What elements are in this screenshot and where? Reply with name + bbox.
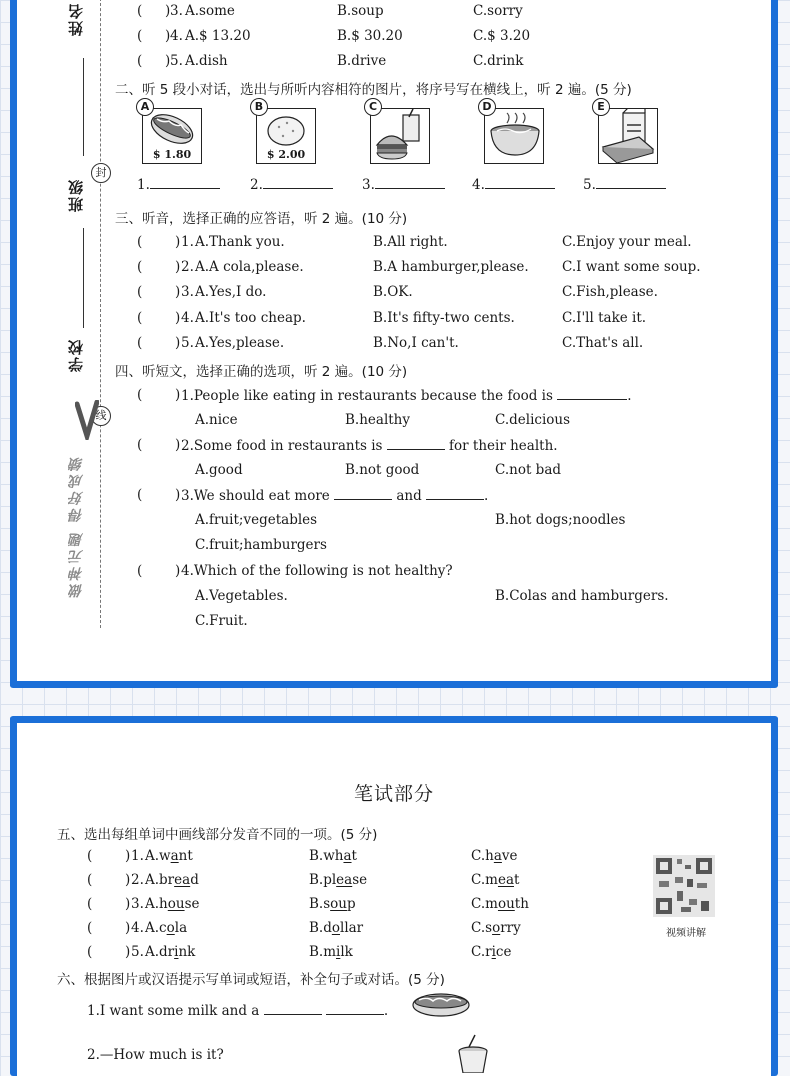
option-a: A.$ 13.20 — [185, 28, 251, 44]
section4-heading: 四、听短文，选择正确的选项，听 2 遍。(10 分) — [115, 364, 408, 380]
question-number: 2. — [181, 259, 194, 275]
option-a: A.fruit;vegetables — [195, 512, 318, 528]
fill-blank[interactable] — [426, 487, 484, 500]
option-c: C.not bad — [495, 462, 562, 478]
question-number: 1. — [181, 234, 194, 250]
answer-paren[interactable]: ( — [137, 259, 143, 275]
option-c: C.delicious — [495, 412, 571, 428]
question-number: 4. — [181, 563, 194, 579]
underlined-letters: a — [343, 848, 352, 864]
question-number: 3. — [181, 284, 194, 300]
question-number: 2. — [181, 438, 194, 454]
answer-paren-close: ) — [175, 335, 181, 351]
option-a: A.nice — [195, 412, 238, 428]
answer-paren-close: ) — [165, 3, 171, 19]
underlined-letters: ea — [174, 872, 191, 888]
underlined-letters: i — [336, 944, 341, 960]
option-b: B.OK. — [373, 284, 413, 300]
option-c: C.fruit;hamburgers — [195, 537, 327, 553]
option-b: B.Colas and hamburgers. — [495, 588, 669, 604]
question-text: I want some milk and a — [99, 1003, 264, 1019]
picture-price: $ 2.00 — [266, 148, 306, 161]
option-text: B.wh — [309, 848, 344, 864]
section3-heading: 三、听音，选择正确的应答语，听 2 遍。(10 分) — [115, 211, 408, 227]
option-text: th — [514, 896, 529, 912]
underlined-letters: ou — [497, 896, 515, 912]
answer-blank-3[interactable] — [362, 176, 445, 193]
option-b — [309, 848, 357, 864]
question-number: 3. — [131, 896, 144, 912]
qr-code-label: 视频讲解 — [666, 928, 706, 939]
question-item — [87, 1002, 388, 1019]
question-number: 5. — [170, 53, 183, 69]
answer-blank-1[interactable] — [137, 176, 220, 193]
option-text: ce — [495, 944, 512, 960]
option-text: A.dr — [145, 944, 175, 960]
answer-blank-4[interactable] — [472, 176, 555, 193]
answer-paren[interactable]: ( — [87, 872, 93, 888]
option-a: A.A cola,please. — [195, 259, 304, 275]
blank-number: 5. — [583, 177, 596, 193]
fill-blank[interactable] — [334, 487, 392, 500]
option-b: B.drive — [337, 53, 387, 69]
option-text: nk — [178, 944, 196, 960]
blank-number: 4. — [472, 177, 485, 193]
underlined-letters: i — [174, 944, 179, 960]
picture-a — [136, 98, 200, 164]
option-text: B.s — [309, 896, 331, 912]
answer-paren-close: ) — [175, 487, 181, 503]
answer-paren-close: ) — [175, 259, 181, 275]
option-c: C.Fruit. — [195, 613, 248, 629]
picture-b — [250, 98, 314, 164]
question-number: 2. — [131, 872, 144, 888]
school-label: 学校 — [67, 338, 85, 372]
option-c — [471, 920, 521, 936]
hot-dog-icon — [143, 109, 201, 149]
question-stem — [181, 487, 488, 504]
fill-blank[interactable] — [485, 176, 555, 189]
option-text: A.h — [145, 896, 168, 912]
answer-paren[interactable]: ( — [87, 848, 93, 864]
picture-d — [478, 98, 542, 164]
option-c: C.I want some soup. — [562, 259, 701, 275]
answer-paren-close: ) — [175, 437, 181, 453]
underlined-letters: o — [331, 920, 340, 936]
option-c: C.That's all. — [562, 335, 644, 351]
option-b: B.hot dogs;noodles — [495, 512, 626, 528]
underlined-letters: i — [491, 944, 496, 960]
slogan-text: 做神元题 得好成绩 — [69, 454, 85, 598]
question-text-end: . — [484, 488, 489, 504]
option-text: B.pl — [309, 872, 337, 888]
answer-paren-close: ) — [175, 310, 181, 326]
question-number: 3. — [181, 488, 194, 504]
underlined-letters: a — [170, 848, 179, 864]
section2-heading: 二、听 5 段小对话，选出与所听内容相符的图片，将序号写在横线上，听 2 遍。(5 分) — [115, 82, 632, 98]
option-a: A.It's too cheap. — [195, 310, 306, 326]
fill-blank[interactable] — [596, 176, 666, 189]
question-text-end: . — [383, 1003, 389, 1019]
option-b — [309, 944, 353, 960]
milk-sandwich-icon — [599, 109, 657, 163]
option-c: C.I'll take it. — [562, 310, 647, 326]
option-b: B.All right. — [373, 234, 448, 250]
question-number: 3. — [170, 3, 183, 19]
option-text: se — [184, 896, 200, 912]
answer-paren[interactable]: ( — [137, 310, 143, 326]
rice-bowl-icon — [257, 109, 315, 149]
option-c — [471, 872, 519, 888]
answer-paren-close: ) — [125, 920, 131, 936]
picture-letter: D — [478, 98, 496, 116]
question-text: People like eating in restaurants because the food is — [193, 388, 558, 404]
underlined-letters: ou — [330, 896, 347, 912]
option-text: t — [514, 872, 520, 888]
question-number: 1. — [131, 848, 144, 864]
option-text: rry — [500, 920, 521, 936]
option-b: B.No,I can't. — [373, 335, 459, 351]
option-text: C.s — [471, 920, 493, 936]
answer-blank-5[interactable] — [583, 176, 666, 193]
option-text: C.m — [471, 896, 498, 912]
option-b — [309, 872, 367, 888]
option-c — [471, 848, 518, 864]
question-number: 4. — [181, 310, 194, 326]
hot-dog-icon — [409, 985, 473, 1021]
question-text: Which of the following is not healthy? — [193, 563, 453, 579]
underlined-letters: o — [492, 920, 501, 936]
answer-paren[interactable]: ( — [137, 53, 143, 69]
answer-paren[interactable]: ( — [137, 3, 143, 19]
noodles-bowl-icon — [485, 109, 543, 163]
question-text: We should eat more — [193, 488, 335, 504]
fill-blank[interactable] — [375, 176, 445, 189]
option-text: p — [346, 896, 356, 912]
option-a: A.good — [195, 462, 243, 478]
answer-paren-close: ) — [175, 234, 181, 250]
underlined-letters: ou — [167, 896, 185, 912]
option-text: A.w — [145, 848, 171, 864]
option-c: C.Fish,please. — [562, 284, 658, 300]
fill-blank[interactable] — [557, 387, 627, 400]
question-text: —How much is it? — [99, 1047, 224, 1063]
answer-paren[interactable]: ( — [87, 896, 93, 912]
answer-paren-close: ) — [165, 28, 171, 44]
class-label: 班级 — [67, 178, 85, 212]
answer-paren[interactable]: ( — [137, 437, 143, 453]
option-b: B.It's fifty-two cents. — [373, 310, 515, 326]
fill-blank[interactable] — [326, 1002, 384, 1015]
question-stem — [181, 387, 631, 404]
exam-page-written — [10, 716, 778, 1076]
option-a: A.Yes,please. — [195, 335, 285, 351]
picture-price: $ 1.80 — [152, 148, 192, 161]
picture-e — [592, 98, 656, 164]
option-text: la — [174, 920, 188, 936]
option-a: A.dish — [185, 53, 228, 69]
picture-c — [364, 98, 428, 164]
answer-paren[interactable]: ( — [87, 920, 93, 936]
question-number: 2. — [87, 1047, 100, 1063]
question-number: 5. — [181, 335, 194, 351]
option-b: B.$ 30.20 — [337, 28, 403, 44]
option-b — [309, 920, 363, 936]
option-c: C.Enjoy your meal. — [562, 234, 692, 250]
qr-code-icon[interactable] — [653, 855, 715, 917]
answer-paren-close: ) — [125, 848, 131, 864]
written-section-title: 笔试部分 — [353, 783, 434, 805]
answer-paren[interactable]: ( — [137, 28, 143, 44]
answer-paren-close: ) — [125, 944, 131, 960]
option-a — [145, 848, 193, 864]
option-text: t — [351, 848, 357, 864]
option-text: C.r — [471, 944, 492, 960]
underlined-letters: ea — [497, 872, 514, 888]
question-text-end: . — [627, 388, 632, 404]
question-number: 1. — [87, 1003, 100, 1019]
answer-paren[interactable]: ( — [87, 944, 93, 960]
answer-paren-close: ) — [175, 387, 181, 403]
answer-paren-close: ) — [125, 896, 131, 912]
line-mark: 线 — [91, 406, 111, 426]
section6-heading: 六、根据图片或汉语提示写单词或短语，补全句子或对话。(5 分) — [57, 972, 445, 988]
option-b: B.not good — [345, 462, 420, 478]
fill-blank[interactable] — [263, 176, 333, 189]
option-text: B.m — [309, 944, 337, 960]
binding-sidebar — [17, 0, 107, 681]
section5-heading: 五、选出每组单词中画线部分发音不同的一项。(5 分) — [57, 827, 378, 843]
cola-cup-icon — [453, 1033, 493, 1073]
answer-paren-close: ) — [125, 872, 131, 888]
fill-blank[interactable] — [387, 437, 445, 450]
answer-paren[interactable]: ( — [137, 387, 143, 403]
question-text: Some food in restaurants is — [193, 438, 387, 454]
binding-dashed-line — [100, 0, 101, 628]
option-text: A.br — [145, 872, 175, 888]
name-label: 姓名 — [67, 2, 85, 36]
option-text: d — [190, 872, 199, 888]
option-text: ve — [501, 848, 518, 864]
answer-blank-2[interactable] — [250, 176, 333, 193]
answer-paren[interactable]: ( — [137, 234, 143, 250]
exam-page-listening — [10, 0, 778, 688]
picture-letter: C — [364, 98, 382, 116]
seal-mark: 封 — [91, 163, 111, 183]
picture-letter: B — [250, 98, 268, 116]
option-a: A.Yes,I do. — [195, 284, 267, 300]
option-c — [471, 944, 511, 960]
option-text: llar — [340, 920, 364, 936]
option-b: B.soup — [337, 3, 384, 19]
underlined-letters: ea — [336, 872, 353, 888]
option-b: B.A hamburger,please. — [373, 259, 529, 275]
option-a — [145, 920, 187, 936]
answer-paren[interactable]: ( — [137, 284, 143, 300]
question-number: 4. — [170, 28, 183, 44]
question-text-mid: and — [392, 488, 427, 504]
option-a: A.some — [185, 3, 235, 19]
picture-letter: E — [592, 98, 610, 116]
blank-number: 1. — [137, 177, 150, 193]
option-text: nt — [178, 848, 193, 864]
question-text-end: for their health. — [444, 438, 558, 454]
option-text: se — [352, 872, 368, 888]
option-text: A.c — [145, 920, 167, 936]
blank-number: 3. — [362, 177, 375, 193]
option-a — [145, 872, 199, 888]
option-b — [309, 896, 356, 912]
answer-paren[interactable]: ( — [137, 487, 143, 503]
question-stem — [181, 563, 453, 579]
name-fill-line[interactable] — [83, 58, 84, 156]
underlined-letters: a — [493, 848, 502, 864]
option-a: A.Vegetables. — [195, 588, 288, 604]
option-a — [145, 896, 200, 912]
option-text: B.d — [309, 920, 332, 936]
hamburger-cola-icon — [371, 109, 429, 163]
option-c: C.drink — [473, 53, 524, 69]
class-fill-line[interactable] — [83, 228, 84, 328]
answer-paren-close: ) — [175, 284, 181, 300]
fill-blank[interactable] — [264, 1002, 322, 1015]
answer-paren-close: ) — [175, 563, 181, 579]
option-text: C.h — [471, 848, 494, 864]
question-number: 4. — [131, 920, 144, 936]
underlined-letters: o — [166, 920, 175, 936]
option-b: B.healthy — [345, 412, 411, 428]
answer-paren-close: ) — [165, 53, 171, 69]
answer-paren[interactable]: ( — [137, 563, 143, 579]
answer-paren[interactable]: ( — [137, 335, 143, 351]
option-c: C.$ 3.20 — [473, 28, 531, 44]
picture-letter: A — [136, 98, 154, 116]
option-text: lk — [340, 944, 353, 960]
blank-number: 2. — [250, 177, 263, 193]
option-a: A.Thank you. — [195, 234, 285, 250]
question-stem — [181, 437, 558, 454]
option-text: C.m — [471, 872, 498, 888]
option-c — [471, 896, 529, 912]
question-number: 5. — [131, 944, 144, 960]
fill-blank[interactable] — [150, 176, 220, 189]
question-number: 1. — [181, 388, 194, 404]
option-a — [145, 944, 195, 960]
option-c: C.sorry — [473, 3, 523, 19]
